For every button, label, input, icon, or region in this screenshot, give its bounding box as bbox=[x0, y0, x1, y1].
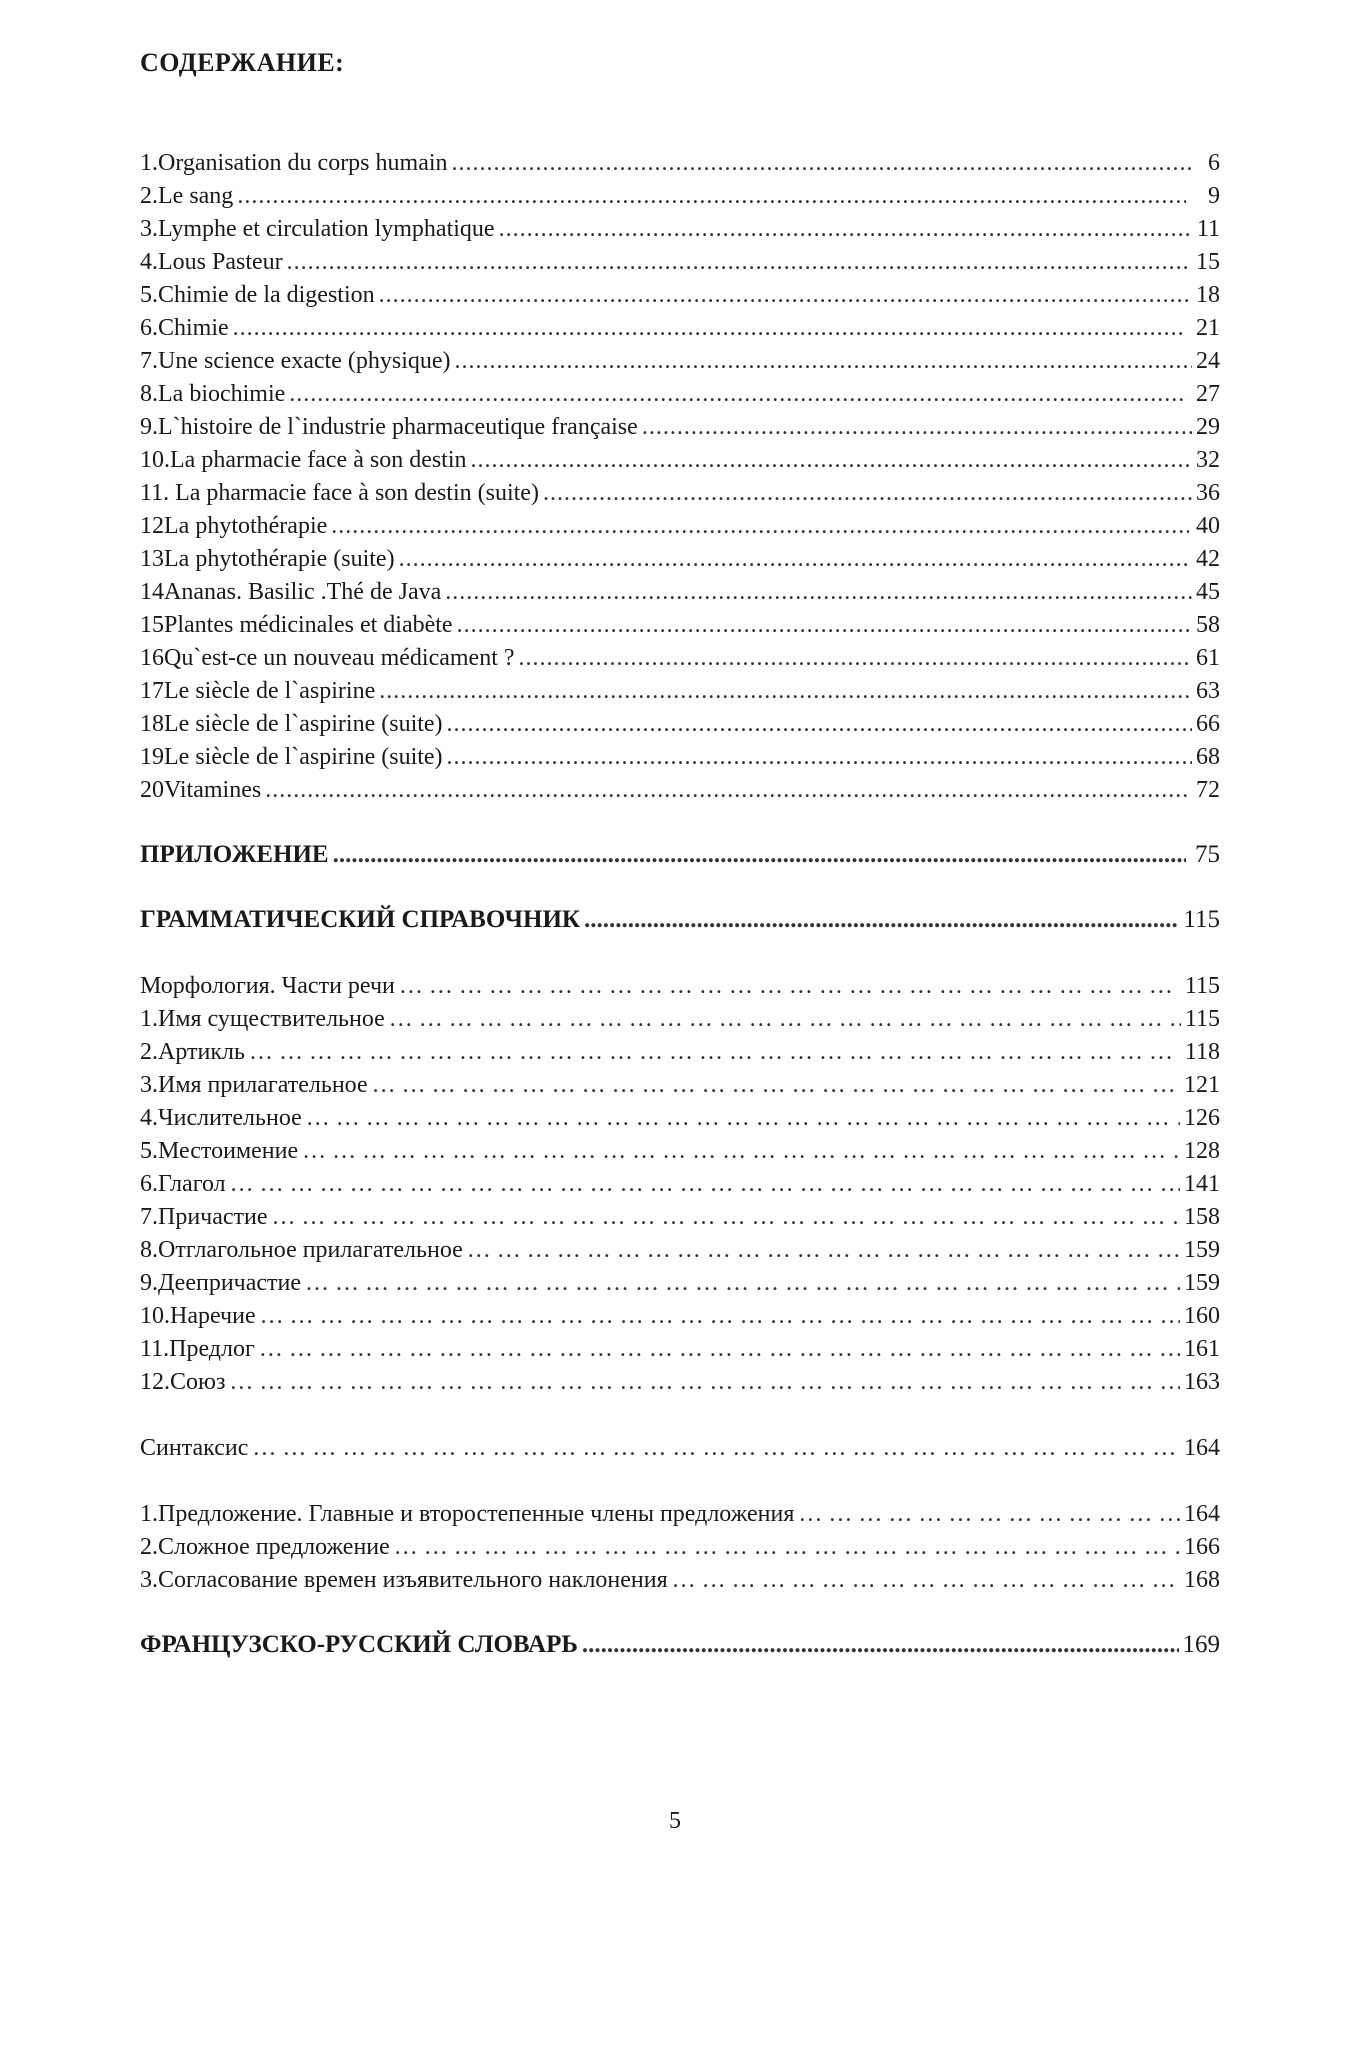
entry-page: 45 bbox=[1196, 579, 1220, 605]
toc-entry-syntax[interactable] bbox=[140, 1432, 1220, 1465]
entry-label: 9.Деепричастие bbox=[140, 1270, 302, 1296]
entry-page: 161 bbox=[1184, 1336, 1220, 1362]
entry-label: 2.Артикль bbox=[140, 1039, 245, 1065]
entry-label: 12.Союз bbox=[140, 1369, 226, 1395]
dot-leader bbox=[499, 213, 1193, 246]
toc-entry[interactable] bbox=[140, 246, 1220, 279]
toc-entry[interactable] bbox=[140, 675, 1220, 708]
toc-entry[interactable] bbox=[140, 576, 1220, 609]
dot-leader bbox=[249, 1036, 1181, 1069]
dot-leader bbox=[372, 1069, 1180, 1102]
entry-label: 10.La pharmacie face à son destin bbox=[140, 447, 467, 473]
entry-label: 5.Chimie de la digestion bbox=[140, 282, 375, 308]
entry-page: 58 bbox=[1196, 612, 1220, 638]
entry-label: 2.Сложное предложение bbox=[140, 1534, 390, 1560]
entry-page: 121 bbox=[1184, 1072, 1220, 1098]
toc-entry[interactable] bbox=[140, 774, 1220, 807]
entry-page: 163 bbox=[1184, 1369, 1220, 1395]
toc-entry[interactable] bbox=[140, 1564, 1220, 1597]
toc-entry[interactable] bbox=[140, 411, 1220, 444]
entry-page: 141 bbox=[1184, 1171, 1220, 1197]
dot-leader bbox=[260, 1300, 1180, 1333]
entry-label: 20Vitamines bbox=[140, 777, 262, 803]
toc-entry[interactable] bbox=[140, 213, 1220, 246]
dot-leader bbox=[447, 741, 1192, 774]
dot-leader bbox=[331, 510, 1188, 543]
toc-entry[interactable] bbox=[140, 708, 1220, 741]
morphology-list bbox=[140, 970, 1220, 1399]
toc-entry[interactable] bbox=[140, 510, 1220, 543]
toc-entry[interactable] bbox=[140, 1300, 1220, 1333]
toc-entry[interactable] bbox=[140, 444, 1220, 477]
entry-page: 126 bbox=[1184, 1105, 1220, 1131]
entry-label: 3.Lymphe et circulation lymphatique bbox=[140, 216, 495, 242]
toc-entry[interactable] bbox=[140, 1036, 1220, 1069]
entry-label: 7.Une science exacte (physique) bbox=[140, 348, 451, 374]
lessons-list bbox=[140, 147, 1220, 807]
entry-page: 160 bbox=[1184, 1303, 1220, 1329]
entry-label: 18Le siècle de l`aspirine (suite) bbox=[140, 711, 443, 737]
toc-entry[interactable] bbox=[140, 180, 1220, 213]
dot-leader bbox=[457, 609, 1192, 642]
entry-page: 115 bbox=[1184, 1006, 1220, 1032]
entry-label: ГРАММАТИЧЕСКИЙ СПРАВОЧНИК bbox=[140, 906, 581, 933]
entry-label: 19Le siècle de l`aspirine (suite) bbox=[140, 744, 443, 770]
dot-leader bbox=[543, 477, 1192, 510]
toc-entry[interactable] bbox=[140, 1201, 1220, 1234]
dot-leader bbox=[265, 774, 1186, 807]
toc-entry[interactable] bbox=[140, 1234, 1220, 1267]
entry-page: 61 bbox=[1196, 645, 1220, 671]
dot-leader bbox=[229, 1366, 1180, 1399]
entry-page: 75 bbox=[1195, 841, 1220, 868]
entry-label: 8.Отглагольное прилагательное bbox=[140, 1237, 463, 1263]
entry-page: 32 bbox=[1196, 447, 1220, 473]
entry-label: 11.Предлог bbox=[140, 1336, 255, 1362]
toc-entry[interactable] bbox=[140, 1102, 1220, 1135]
toc-entry[interactable] bbox=[140, 345, 1220, 378]
dot-leader bbox=[302, 1135, 1180, 1168]
dot-leader bbox=[233, 312, 1186, 345]
entry-page: 159 bbox=[1184, 1270, 1220, 1296]
entry-label: 6.Chimie bbox=[140, 315, 229, 341]
toc-entry[interactable] bbox=[140, 1135, 1220, 1168]
entry-page: 36 bbox=[1196, 480, 1220, 506]
dot-leader bbox=[582, 1628, 1179, 1661]
toc-entry[interactable] bbox=[140, 1366, 1220, 1399]
entry-label: 15Plantes médicinales et diabète bbox=[140, 612, 453, 638]
page-title: СОДЕРЖАНИЕ: bbox=[140, 48, 345, 77]
entry-page: 24 bbox=[1196, 348, 1220, 374]
toc-entry[interactable] bbox=[140, 1267, 1220, 1300]
dot-leader bbox=[305, 1267, 1180, 1300]
entry-page: 164 bbox=[1184, 1501, 1220, 1527]
toc-entry[interactable] bbox=[140, 1003, 1220, 1036]
entry-label: 11. La pharmacie face à son destin (suite) bbox=[140, 480, 539, 506]
dot-leader bbox=[519, 642, 1192, 675]
dot-leader bbox=[447, 708, 1192, 741]
entry-page: 6 bbox=[1208, 150, 1220, 176]
entry-page: 168 bbox=[1184, 1567, 1220, 1593]
dot-leader bbox=[333, 838, 1186, 871]
toc-entry[interactable] bbox=[140, 543, 1220, 576]
entry-label: 13La phytothérapie (suite) bbox=[140, 546, 395, 572]
syntax-list bbox=[140, 1498, 1220, 1597]
entry-label: 4.Числительное bbox=[140, 1105, 302, 1131]
entry-label: 1.Organisation du corps humain bbox=[140, 150, 448, 176]
toc-entry[interactable] bbox=[140, 609, 1220, 642]
dot-leader bbox=[306, 1102, 1180, 1135]
entry-label: Морфология. Части речи bbox=[140, 973, 395, 999]
toc-entry[interactable] bbox=[140, 1333, 1220, 1366]
entry-label: 3.Согласование времен изъявительного наклонения bbox=[140, 1567, 668, 1593]
dot-leader bbox=[230, 1168, 1180, 1201]
dot-leader bbox=[467, 1234, 1180, 1267]
dot-leader bbox=[798, 1498, 1180, 1531]
dot-leader bbox=[379, 675, 1190, 708]
entry-page: 15 bbox=[1196, 249, 1220, 275]
toc-entry[interactable] bbox=[140, 1168, 1220, 1201]
dot-leader bbox=[379, 279, 1190, 312]
entry-label: 8.La biochimie bbox=[140, 381, 286, 407]
dot-leader bbox=[452, 147, 1193, 180]
dot-leader bbox=[672, 1564, 1180, 1597]
entry-label: 1.Имя существительное bbox=[140, 1006, 385, 1032]
toc-entry[interactable] bbox=[140, 279, 1220, 312]
dictionary-section bbox=[140, 1628, 1220, 1661]
entry-label: 3.Имя прилагательное bbox=[140, 1072, 368, 1098]
dot-leader bbox=[399, 970, 1181, 1003]
toc-entry[interactable] bbox=[140, 477, 1220, 510]
entry-label: 2.Le sang bbox=[140, 183, 234, 209]
toc-entry[interactable] bbox=[140, 642, 1220, 675]
dot-leader bbox=[584, 903, 1179, 936]
entry-label: 10.Наречие bbox=[140, 1303, 256, 1329]
entry-label: ПРИЛОЖЕНИЕ bbox=[140, 841, 329, 868]
toc-entry[interactable] bbox=[140, 312, 1220, 345]
entry-page: 72 bbox=[1196, 777, 1220, 803]
page-number: 5 bbox=[669, 1808, 681, 1834]
entry-page: 42 bbox=[1196, 546, 1220, 572]
entry-page: 158 bbox=[1184, 1204, 1220, 1230]
entry-label: 5.Местоимение bbox=[140, 1138, 299, 1164]
entry-page: 29 bbox=[1196, 414, 1220, 440]
dot-leader bbox=[289, 378, 1187, 411]
dot-leader bbox=[389, 1003, 1181, 1036]
entry-label: Синтаксис bbox=[140, 1435, 249, 1461]
entry-label: 1.Предложение. Главные и второстепенные члены предложения bbox=[140, 1501, 795, 1527]
entry-label: 12La phytothérapie bbox=[140, 513, 328, 539]
grammar-section bbox=[140, 903, 1220, 936]
toc-entry[interactable] bbox=[140, 970, 1220, 1003]
toc-entry[interactable] bbox=[140, 1498, 1220, 1531]
entry-label: 17Le siècle de l`aspirine bbox=[140, 678, 376, 704]
appendix-section bbox=[140, 838, 1220, 871]
entry-label: 14Ananas. Basilic .Thé de Java bbox=[140, 579, 442, 605]
dot-leader bbox=[252, 1432, 1180, 1465]
toc-entry[interactable] bbox=[140, 1069, 1220, 1102]
entry-label: 16Qu`est-ce un nouveau médicament ? bbox=[140, 645, 515, 671]
entry-page: 27 bbox=[1196, 381, 1220, 407]
entry-label: 6.Глагол bbox=[140, 1171, 226, 1197]
toc-entry[interactable] bbox=[140, 378, 1220, 411]
entry-page: 164 bbox=[1184, 1435, 1220, 1461]
dot-leader bbox=[272, 1201, 1180, 1234]
entry-page: 63 bbox=[1196, 678, 1220, 704]
entry-page: 21 bbox=[1196, 315, 1220, 341]
dot-leader bbox=[259, 1333, 1180, 1366]
entry-page: 118 bbox=[1184, 1039, 1220, 1065]
entry-label: 9.L`histoire de l`industrie pharmaceutique française bbox=[140, 414, 638, 440]
entry-page: 166 bbox=[1184, 1534, 1220, 1560]
toc-entry[interactable] bbox=[140, 741, 1220, 774]
entry-page: 128 bbox=[1184, 1138, 1220, 1164]
entry-label: ФРАНЦУЗСКО-РУССКИЙ СЛОВАРЬ bbox=[140, 1631, 578, 1658]
entry-page: 115 bbox=[1184, 973, 1220, 999]
dot-leader bbox=[287, 246, 1188, 279]
dot-leader bbox=[642, 411, 1192, 444]
toc-entry-grammar[interactable] bbox=[140, 903, 1220, 936]
entry-page: 66 bbox=[1196, 711, 1220, 737]
dot-leader bbox=[471, 444, 1192, 477]
toc-entry[interactable] bbox=[140, 147, 1220, 180]
entry-page: 11 bbox=[1196, 216, 1220, 242]
entry-page: 115 bbox=[1183, 906, 1220, 933]
toc-entry[interactable] bbox=[140, 1531, 1220, 1564]
entry-page: 40 bbox=[1196, 513, 1220, 539]
dot-leader bbox=[237, 180, 1185, 213]
dot-leader bbox=[399, 543, 1191, 576]
syntax-heading bbox=[140, 1432, 1220, 1465]
toc-entry-dictionary[interactable] bbox=[140, 1628, 1220, 1661]
dot-leader bbox=[394, 1531, 1180, 1564]
entry-page: 9 bbox=[1208, 183, 1220, 209]
entry-page: 159 bbox=[1184, 1237, 1220, 1263]
toc-entry-appendix[interactable] bbox=[140, 838, 1220, 871]
entry-label: 7.Причастие bbox=[140, 1204, 268, 1230]
entry-page: 18 bbox=[1196, 282, 1220, 308]
entry-page: 169 bbox=[1182, 1631, 1220, 1658]
entry-label: 4.Lous Pasteur bbox=[140, 249, 283, 275]
dot-leader bbox=[445, 576, 1192, 609]
entry-page: 68 bbox=[1196, 744, 1220, 770]
dot-leader bbox=[455, 345, 1192, 378]
